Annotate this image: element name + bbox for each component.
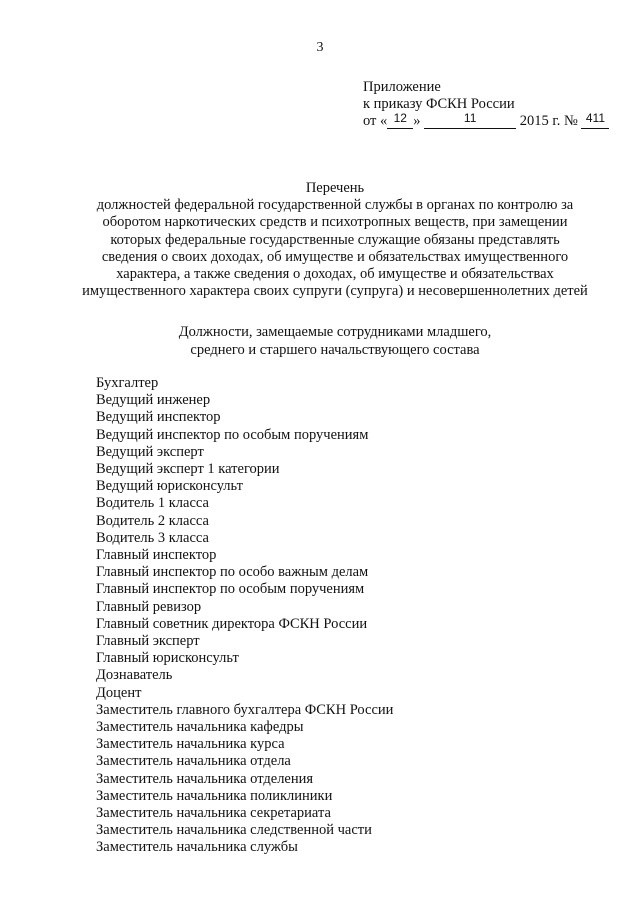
section-heading-line: Должности, замещаемые сотрудниками младшего,	[178, 324, 492, 340]
section-heading	[40, 324, 630, 359]
day-field	[387, 111, 413, 129]
position-item: Ведущий инженер	[96, 392, 211, 409]
position-item: Бухгалтер	[96, 375, 159, 391]
title-line: сведения о своих доходах, об имуществе и обязательствах имущественного	[101, 248, 569, 265]
document-title	[40, 180, 630, 300]
position-item: Главный инспектор	[96, 547, 217, 564]
month-field	[424, 111, 516, 129]
date-quote-close: »	[413, 113, 421, 129]
position-item: Заместитель главного бухгалтера ФСКН России	[96, 701, 394, 718]
position-item: Доцент	[96, 684, 142, 701]
position-item: Заместитель начальника поликлиники	[96, 787, 333, 804]
position-item: Главный ревизор	[96, 598, 202, 615]
position-item: Главный эксперт	[96, 633, 200, 650]
title-line: оборотом наркотических средств и психотропных веществ, при замещении	[102, 214, 568, 231]
position-item: Водитель 3 класса	[96, 529, 209, 546]
order-reference: к приказу ФСКН России	[363, 96, 515, 112]
position-item: Заместитель начальника следственной части	[96, 822, 372, 839]
day-value: 12	[393, 111, 407, 125]
position-item: Ведущий юрисконсульт	[96, 478, 243, 495]
title-line: должностей федеральной государственной службы в органах по контролю за	[96, 197, 574, 214]
position-item: Главный советник директора ФСКН России	[96, 615, 368, 632]
position-item: Дознаватель	[96, 667, 173, 684]
page-number: 3	[316, 40, 324, 55]
position-item: Заместитель начальника службы	[96, 839, 298, 856]
position-item: Водитель 2 класса	[96, 512, 209, 529]
position-item: Заместитель начальника отделения	[96, 770, 314, 787]
positions-list	[96, 375, 393, 857]
number-field	[581, 111, 609, 129]
position-item: Главный инспектор по особо важным делам	[96, 564, 369, 581]
title-heading: Перечень	[305, 180, 365, 196]
section-heading-line: среднего и старшего начальствующего состава	[190, 341, 480, 358]
position-item: Ведущий эксперт 1 категории	[96, 461, 280, 478]
position-item: Ведущий инспектор по особым поручениям	[96, 426, 369, 443]
title-line: характера, а также сведения о доходах, об имуществе и обязательствах	[116, 266, 554, 283]
position-item: Ведущий эксперт	[96, 443, 204, 460]
position-item: Заместитель начальника кафедры	[96, 719, 304, 736]
position-item: Главный юрисконсульт	[96, 650, 239, 667]
position-item: Водитель 1 класса	[96, 495, 209, 512]
position-item: Заместитель начальника курса	[96, 736, 285, 753]
position-item: Заместитель начальника отдела	[96, 753, 291, 770]
title-line: имущественного характера своих супруги (супруга) и несовершеннолетних детей	[82, 283, 588, 300]
appendix-header	[363, 79, 609, 130]
month-value: 11	[463, 111, 477, 125]
title-line: которых федеральные государственные служащие обязаны представлять	[110, 231, 560, 248]
position-item: Заместитель начальника секретариата	[96, 805, 331, 822]
date-prefix: от «	[363, 113, 388, 129]
appendix-label: Приложение	[363, 79, 441, 95]
order-date-line	[363, 113, 609, 130]
order-number-value: 411	[585, 111, 605, 125]
year-and-number-label: 2015 г. №	[519, 113, 578, 129]
position-item: Ведущий инспектор	[96, 409, 221, 426]
position-item: Главный инспектор по особым поручениям	[96, 581, 365, 598]
